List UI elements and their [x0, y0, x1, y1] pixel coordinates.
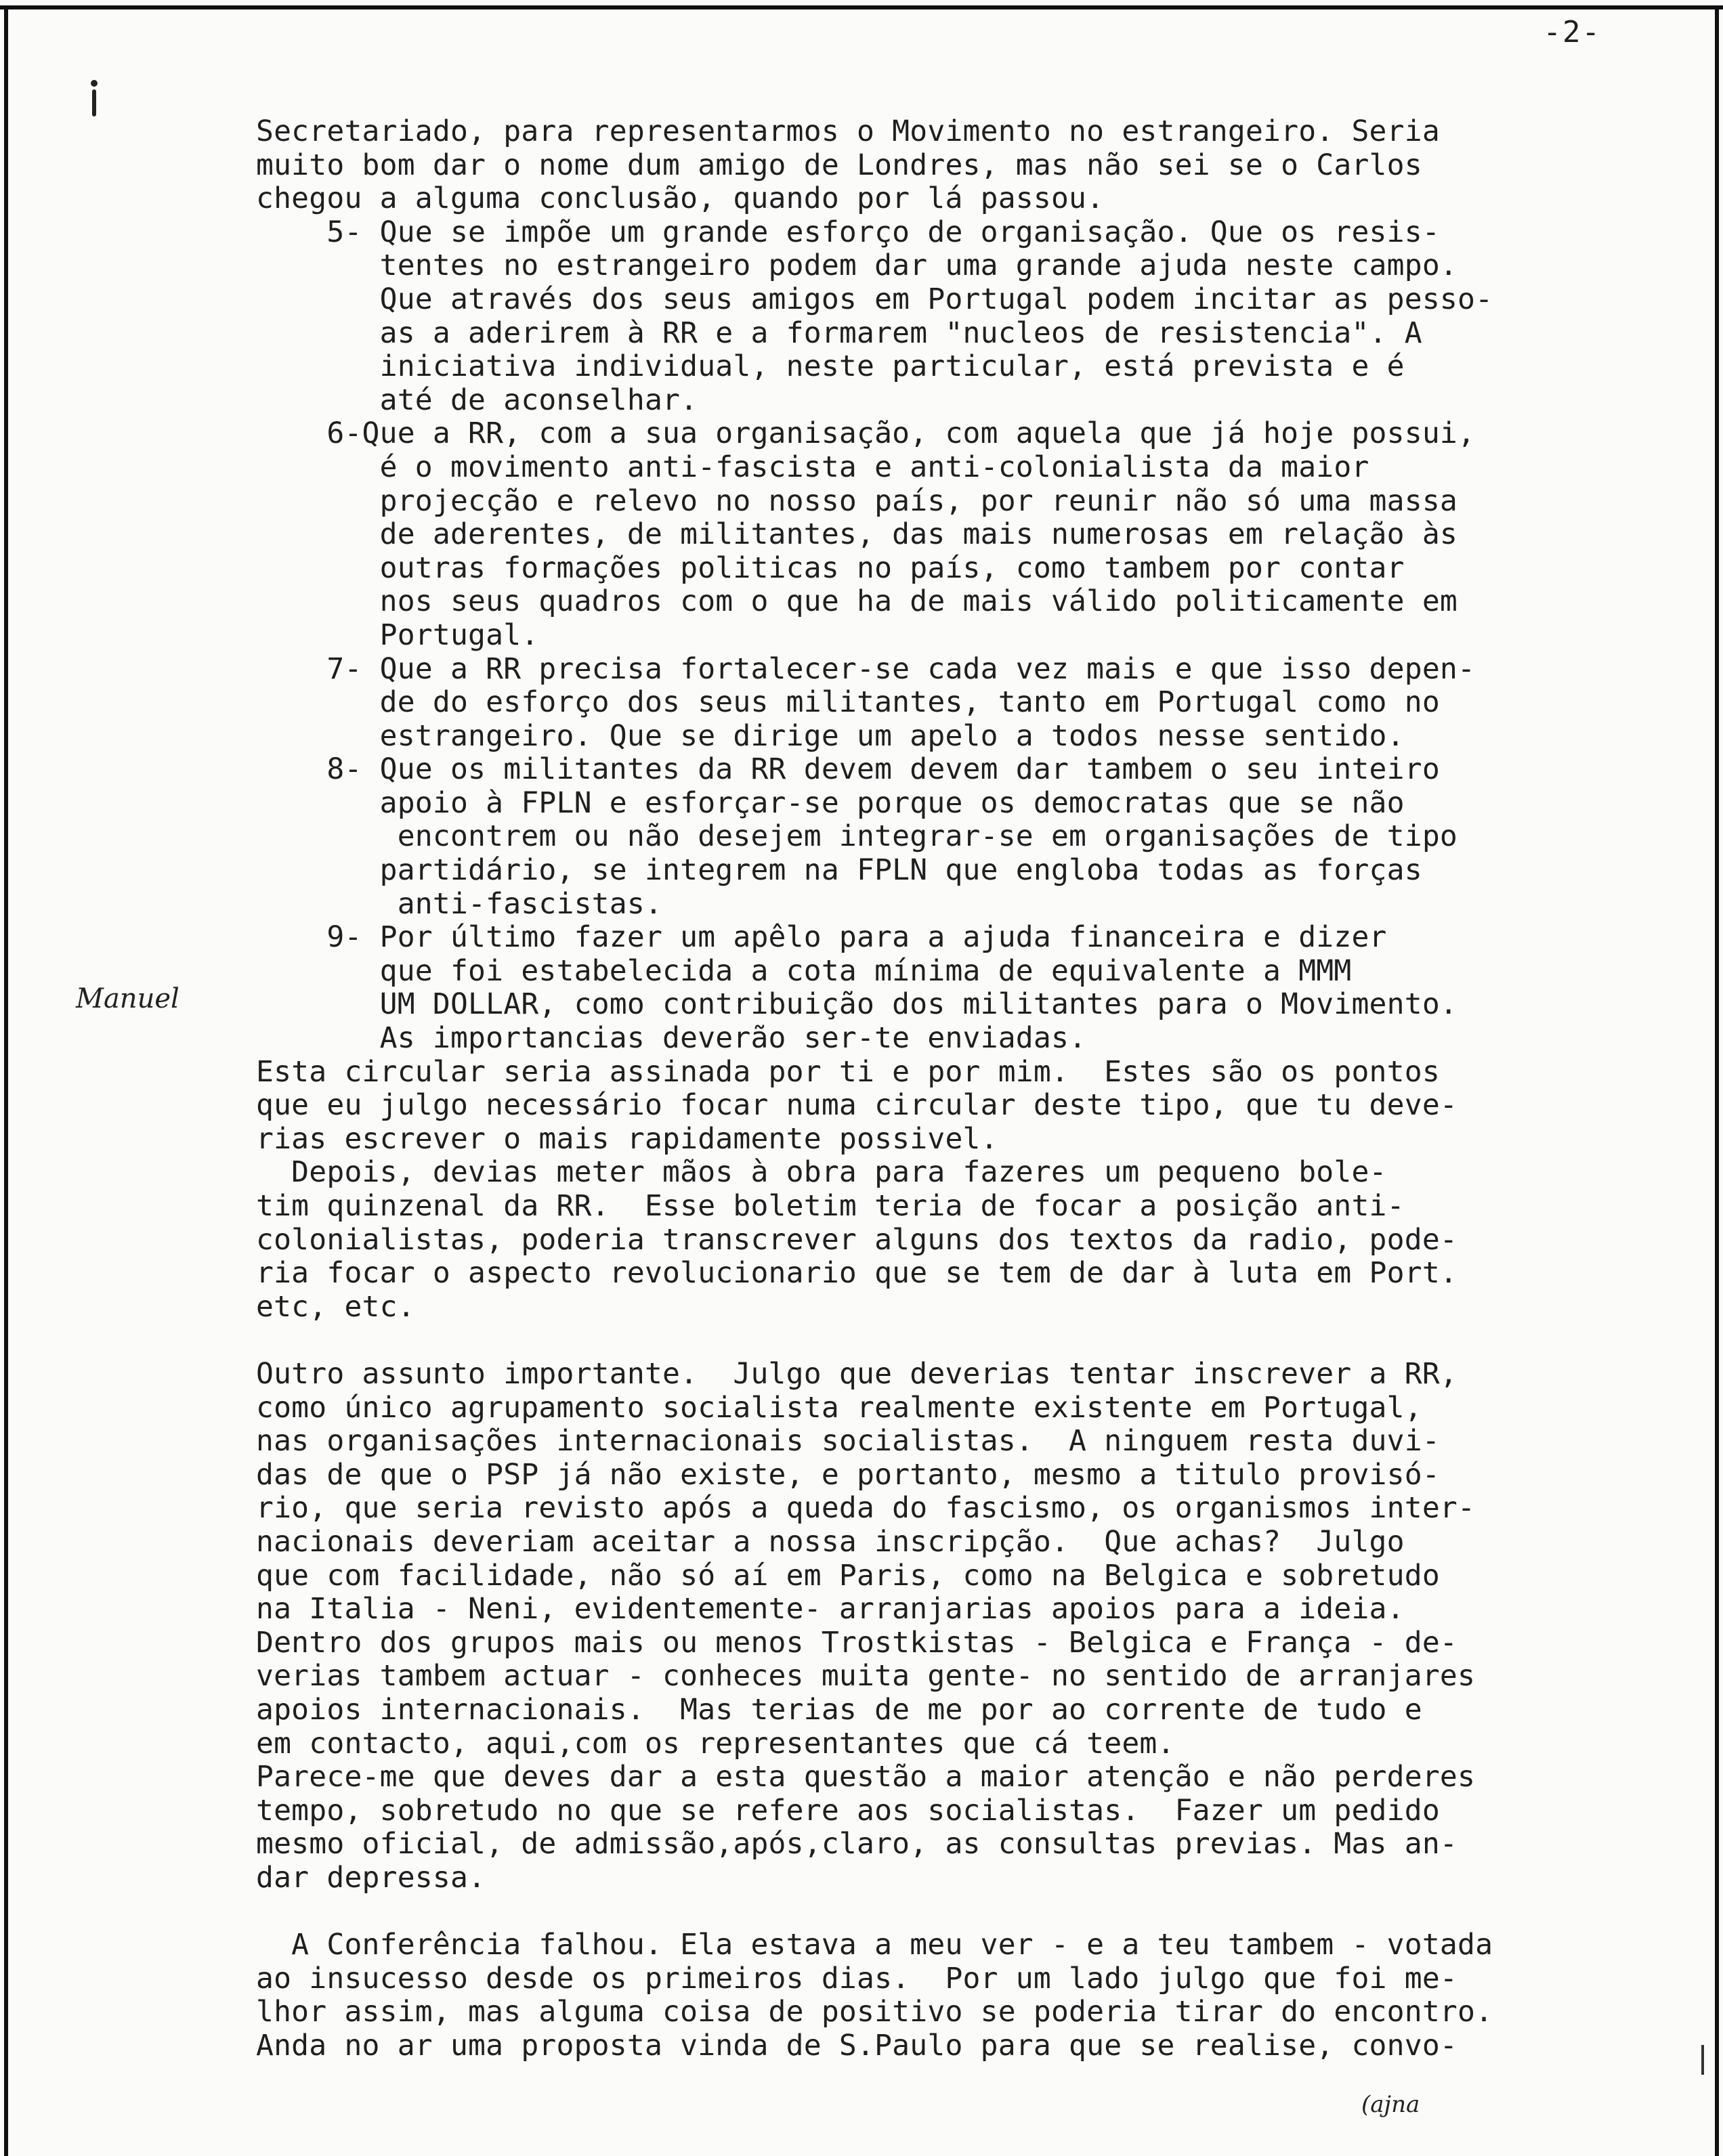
text-line: rias escrever o mais rapidamente possivel.: [256, 1121, 998, 1156]
text-line: anti-fascistas.: [256, 886, 663, 921]
text-line: nacionais deveriam aceitar a nossa inscripção. Que achas? Julgo: [256, 1524, 1405, 1559]
text-line: nos seus quadros com o que ha de mais válido politicamente em: [256, 584, 1458, 619]
text-line: dar depressa.: [256, 1860, 486, 1895]
text-line: tempo, sobretudo no que se refere aos socialistas. Fazer um pedido: [256, 1793, 1440, 1828]
text-line: rio, que seria revisto após a queda do fascismo, os organismos inter-: [256, 1491, 1476, 1526]
text-line: das de que o PSP já não existe, e portanto, mesmo a titulo provisó-: [256, 1457, 1440, 1492]
text-line: 6-Que a RR, com a sua organisação, com aquela que já hoje possui,: [256, 416, 1476, 451]
text-line: A Conferência falhou. Ela estava a meu ver - e a teu tambem - votada: [256, 1928, 1493, 1962]
text-line: chegou a alguma conclusão, quando por lá passou.: [256, 181, 1105, 216]
text-line: nas organisações internacionais socialistas. A ninguem resta duvi-: [256, 1424, 1440, 1459]
blank-line: [256, 1324, 1665, 1358]
text-line: 5- Que se impõe um grande esforço de organisação. Que os resis-: [256, 215, 1440, 249]
text-line: Dentro dos grupos mais ou menos Trostkistas - Belgica e França - de-: [256, 1625, 1458, 1660]
text-line: lhor assim, mas alguma coisa de positivo se poderia tirar do encontro.: [256, 1995, 1493, 2029]
blank-line: [256, 1895, 1665, 1928]
text-line: apoios internacionais. Mas terias de me por ao corrente de tudo e: [256, 1692, 1422, 1727]
text-line: Anda no ar uma proposta vinda de S.Paulo para que se realise, convo-: [256, 2028, 1458, 2063]
page-border-left: [4, 5, 8, 2156]
text-line: 8- Que os militantes da RR devem devem dar tambem o seu inteiro: [256, 752, 1440, 787]
text-line: 7- Que a RR precisa fortalecer-se cada vez mais e que isso depen-: [256, 651, 1476, 686]
text-line: Outro assunto importante. Julgo que deverias tentar inscrever a RR,: [256, 1356, 1458, 1391]
text-line: Depois, devias meter mãos à obra para fazeres um pequeno bole-: [256, 1155, 1387, 1190]
text-line: Secretariado, para representarmos o Movimento no estrangeiro. Seria: [256, 114, 1440, 148]
text-line: até de aconselhar.: [256, 383, 698, 417]
text-line: que foi estabelecida a cota mínima de equivalente a MMM: [256, 953, 1352, 988]
text-line: partidário, se integrem na FPLN que engloba todas as forças: [256, 853, 1422, 888]
text-line: Portugal.: [256, 618, 539, 652]
text-line: outras formações politicas no país, como tambem por contar: [256, 551, 1405, 585]
text-line: de do esforço dos seus militantes, tanto em Portugal como no: [256, 685, 1440, 720]
text-line: verias tambem actuar - conheces muita gente- no sentido de arranjares: [256, 1659, 1476, 1694]
text-line: tim quinzenal da RR. Esse boletim teria de focar a posição anti-: [256, 1189, 1405, 1223]
text-line: etc, etc.: [256, 1289, 415, 1324]
text-line: UM DOLLAR, como contribuição dos militantes para o Movimento.: [256, 987, 1458, 1022]
text-line: 9- Por último fazer um apêlo para a ajuda financeira e dizer: [256, 920, 1387, 955]
text-line: Esta circular seria assinada por ti e por mim. Estes são os pontos: [256, 1054, 1440, 1089]
text-line: encontrem ou não desejem integrar-se em organisações de tipo: [256, 819, 1458, 854]
text-line: que com facilidade, não só aí em Paris, como na Belgica e sobretudo: [256, 1558, 1440, 1593]
text-line: muito bom dar o nome dum amigo de Londres, mas não sei se o Carlos: [256, 148, 1422, 182]
text-line: como único agrupamento socialista realmente existente em Portugal,: [256, 1390, 1422, 1425]
letter-body: [256, 115, 1665, 2063]
text-line: ao insucesso desde os primeiros dias. Por um lado julgo que foi me-: [256, 1961, 1458, 1996]
text-line: projecção e relevo no nosso país, por reunir não só uma massa: [256, 483, 1458, 518]
handwritten-margin-note: Manuel: [76, 983, 179, 1014]
pin-mark-icon: [91, 80, 98, 121]
text-line: iniciativa individual, neste particular, está prevista e é: [256, 349, 1405, 384]
text-line: Parece-me que deves dar a esta questão a maior atenção e não perderes: [256, 1760, 1476, 1794]
page-border-top: [0, 5, 1723, 9]
text-line: colonialistas, poderia transcrever alguns dos textos da radio, pode-: [256, 1222, 1458, 1257]
text-line: mesmo oficial, de admissão,após,claro, as consultas previas. Mas an-: [256, 1827, 1458, 1861]
text-line: estrangeiro. Que se dirige um apelo a todos nesse sentido.: [256, 718, 1405, 753]
text-line: em contacto, aqui,com os representantes que cá teem.: [256, 1726, 1175, 1761]
text-line: que eu julgo necessário focar numa circular deste tipo, que tu deve-: [256, 1088, 1458, 1123]
edge-mark: [1701, 2045, 1704, 2075]
page-border-right: [1715, 5, 1719, 2156]
text-line: as a aderirem à RR e a formarem "nucleos de resistencia". A: [256, 316, 1422, 350]
text-line: tentes no estrangeiro podem dar uma grande ajuda neste campo.: [256, 249, 1458, 283]
text-line: apoio à FPLN e esforçar-se porque os democratas que se não: [256, 785, 1405, 820]
text-line: na Italia - Neni, evidentemente- arranjarias apoios para a ideia.: [256, 1592, 1405, 1626]
text-line: Que através dos seus amigos em Portugal podem incitar as pesso-: [256, 282, 1493, 316]
text-line: de aderentes, de militantes, das mais numerosas em relação às: [256, 517, 1458, 552]
handwritten-signature: (ajna: [1361, 2091, 1420, 2118]
page-number: -2-: [1543, 15, 1601, 49]
text-line: é o movimento anti-fascista e anti-colonialista da maior: [256, 450, 1369, 484]
text-line: As importancias deverão ser-te enviadas.: [256, 1021, 1087, 1056]
text-line: ria focar o aspecto revolucionario que se tem de dar à luta em Port.: [256, 1256, 1458, 1291]
